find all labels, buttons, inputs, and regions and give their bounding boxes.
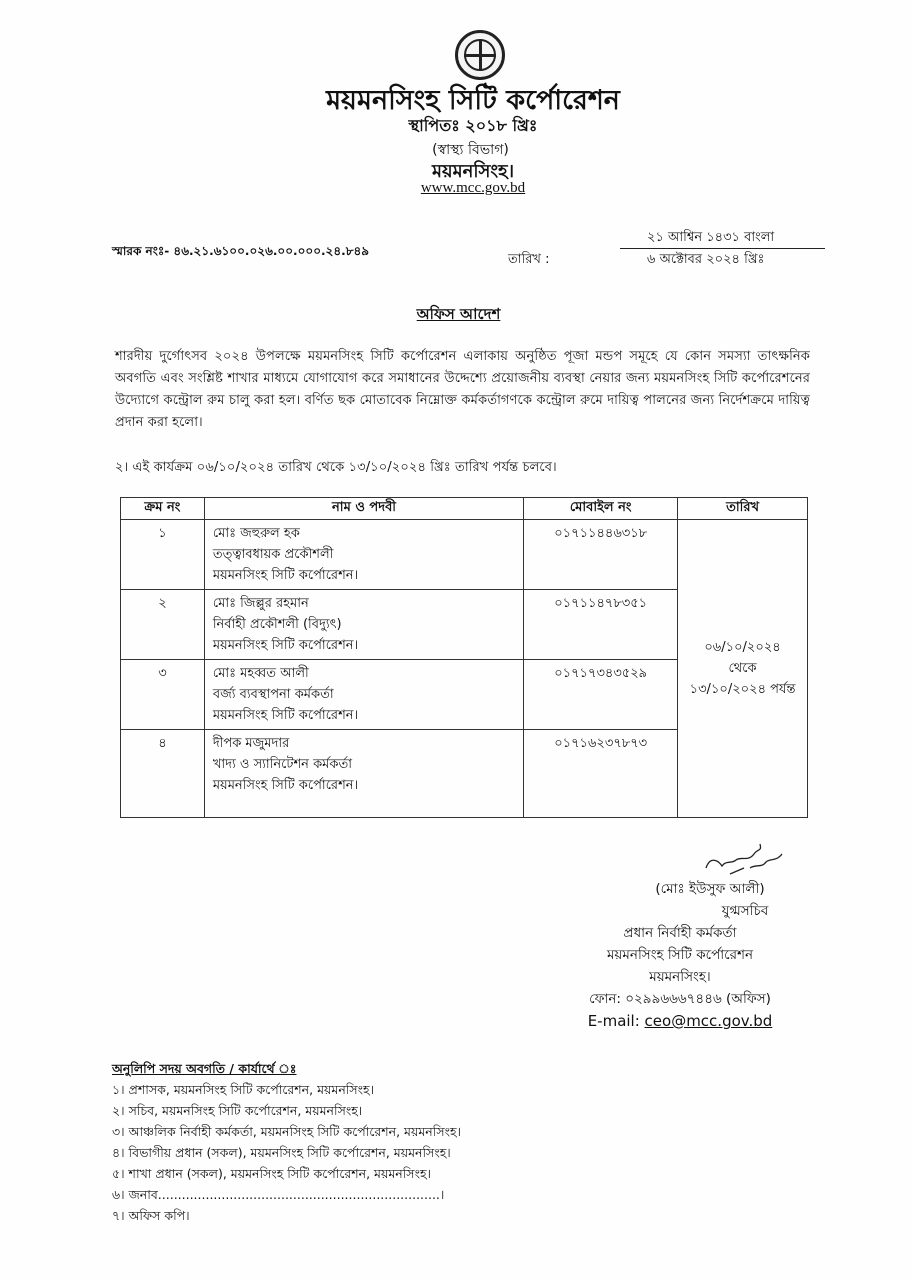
- copies-title: অনুলিপি সদয় অবগতি / কার্যার্থে ঃ: [112, 1061, 297, 1076]
- table-row: [121, 520, 808, 590]
- date-range-cell: [678, 520, 808, 818]
- memo-number: স্মারক নংঃ- ৪৬.২১.৬১০০.০২৬.০০.০০০.২৪.৮৪৯: [112, 244, 370, 258]
- signatory-title: যুগ্মসচিব: [721, 903, 769, 919]
- signatory-block: [540, 878, 820, 1032]
- serial-cell: ৪: [121, 730, 205, 818]
- serial-cell: ৩: [121, 660, 205, 730]
- signatory-position: প্রধান নির্বাহী কর্মকর্তা: [623, 925, 737, 941]
- mobile-cell: ০১৭১১৪৪৬৩১৮: [524, 520, 678, 590]
- website-link[interactable]: www.mcc.gov.bd: [420, 180, 526, 196]
- date-from: ০৬/১০/২০২৪: [704, 640, 781, 655]
- officer-name: মোঃ মহব্বত আলী: [212, 666, 309, 681]
- org-name: ময়মনসিংহ সিটি কর্পোরেশন: [326, 85, 620, 116]
- date-middle: থেকে: [728, 661, 757, 676]
- header-serial: ক্রম নং: [121, 498, 205, 520]
- city: ময়মনসিংহ।: [431, 161, 515, 182]
- copy-item: ৬। জনাব.......................................................................।: [112, 1187, 445, 1202]
- copy-item: ৪। বিভাগীয় প্রধান (সকল), ময়মনসিংহ সিটি কর্পোরেশন, ময়মনসিংহ।: [112, 1145, 451, 1160]
- officer-name: মোঃ জহুরুল হক: [212, 526, 300, 541]
- table-header-row: [121, 498, 808, 520]
- officer-designation: বর্জ্য ব্যবস্থাপনা কর্মকর্তা: [212, 687, 334, 702]
- date-english: ৬ অক্টোবর ২০২৪ খ্রিঃ: [647, 252, 765, 267]
- order-title: অফিস আদেশ: [416, 305, 501, 323]
- serial-cell: ১: [121, 520, 205, 590]
- date-to: ১৩/১০/২০২৪ পর্যন্ত: [689, 682, 796, 697]
- name-cell: [204, 520, 523, 590]
- copy-item: ১। প্রশাসক, ময়মনসিংহ সিটি কর্পোরেশন, ময়মনসিংহ।: [112, 1082, 375, 1097]
- mcc-emblem-icon: [455, 30, 505, 80]
- email-label: E-mail:: [587, 1012, 645, 1030]
- order-paragraph-1: শারদীয় দুর্গোৎসব ২০২৪ উপলক্ষে ময়মনসিংহ সিটি কর্পোরেশন এলাকায় অনুষ্ঠিত পূজা মন্ডপ সমূহে যে কোন সমস্যা তাৎক্ষনিক অবগতি এবং সংশ্লিষ্ট শাখার মাধ্যমে যোগাযোগ করে সমাধানের উদ্দেশ্যে প্রয়োজনীয় ব্যবস্থা নেয়ার জন্য ময়মনসিংহ সিটি কর্পোরেশনের উদ্যোগে কন্ট্রোল রুম চালু করা হল। বর্ণিত ছক মোতাবেক নিম্নোক্ত কর্মকর্তাগণকে কন্ট্রোল রুমে দায়িত্ব পালনের জন্য নির্দেশক্রমে দায়িত্ব প্রদান করা হলো।: [115, 349, 810, 430]
- email-link[interactable]: ceo@mcc.gov.bd: [644, 1012, 773, 1030]
- copy-item: ২। সচিব, ময়মনসিংহ সিটি কর্পোরেশন, ময়মনসিংহ।: [112, 1103, 363, 1118]
- signatory-email-line: [540, 1010, 820, 1032]
- name-cell: [204, 730, 523, 818]
- duty-roster-table: [120, 497, 808, 818]
- officer-name: দীপক মজুমদার: [212, 736, 290, 751]
- date-label: তারিখ :: [508, 252, 550, 267]
- order-paragraph-2: ২। এই কার্যক্রম ০৬/১০/২০২৪ তারিখ থেকে ১৩/১০/২০২৪ খ্রিঃ তারিখ পর্যন্ত চলবে।: [115, 460, 557, 475]
- copy-item: ৩। আঞ্চলিক নির্বাহী কর্মকর্তা, ময়মনসিংহ সিটি কর্পোরেশন, ময়মনসিংহ।: [112, 1124, 461, 1139]
- mobile-cell: ০১৭১৬২৩৭৮৭৩: [524, 730, 678, 818]
- copies-list: [112, 1058, 461, 1226]
- serial-cell: ২: [121, 590, 205, 660]
- date-divider: [620, 248, 825, 249]
- officer-name: মোঃ জিল্লুর রহমান: [212, 596, 309, 611]
- copy-item: ৭। অফিস কপি।: [112, 1208, 190, 1223]
- officer-office: ময়মনসিংহ সিটি কর্পোরেশন।: [212, 568, 359, 583]
- header-date: তারিখ: [678, 498, 808, 520]
- name-cell: [204, 660, 523, 730]
- copy-item: ৫। শাখা প্রধান (সকল), ময়মনসিংহ সিটি কর্পোরেশন, ময়মনসিংহ।: [112, 1166, 431, 1181]
- officer-office: ময়মনসিংহ সিটি কর্পোরেশন।: [212, 638, 359, 653]
- officer-designation: খাদ্য ও স্যানিটেশন কর্মকর্তা: [212, 757, 352, 772]
- department: (স্বাস্থ্য বিভাগ): [432, 142, 509, 158]
- established-year: স্থাপিতঃ ২০১৮ খ্রিঃ: [408, 116, 538, 135]
- mobile-cell: ০১৭১৭৩৪৩৫২৯: [524, 660, 678, 730]
- date-bangla: ২১ আশ্বিন ১৪৩১ বাংলা: [647, 230, 775, 245]
- officer-designation: তত্ত্বাবধায়ক প্রকৌশলী: [212, 547, 334, 562]
- mobile-cell: ০১৭১১৪৭৮৩৫১: [524, 590, 678, 660]
- officer-designation: নির্বাহী প্রকৌশলী (বিদ্যুৎ): [212, 617, 342, 632]
- signatory-city: ময়মনসিংহ।: [649, 969, 711, 985]
- header-name-designation: নাম ও পদবী: [204, 498, 523, 520]
- name-cell: [204, 590, 523, 660]
- officer-office: ময়মনসিংহ সিটি কর্পোরেশন।: [212, 708, 359, 723]
- header-mobile: মোবাইল নং: [524, 498, 678, 520]
- emblem-cross-vertical: [479, 39, 482, 71]
- signatory-name: (মোঃ ইউসুফ আলী): [655, 881, 765, 897]
- signatory-org: ময়মনসিংহ সিটি কর্পোরেশন: [606, 947, 754, 963]
- officer-office: ময়মনসিংহ সিটি কর্পোরেশন।: [212, 778, 359, 793]
- signatory-phone: ফোন: ০২৯৯৬৬৬৭৪৪৬ (অফিস): [589, 991, 771, 1007]
- signature-icon: [700, 838, 790, 878]
